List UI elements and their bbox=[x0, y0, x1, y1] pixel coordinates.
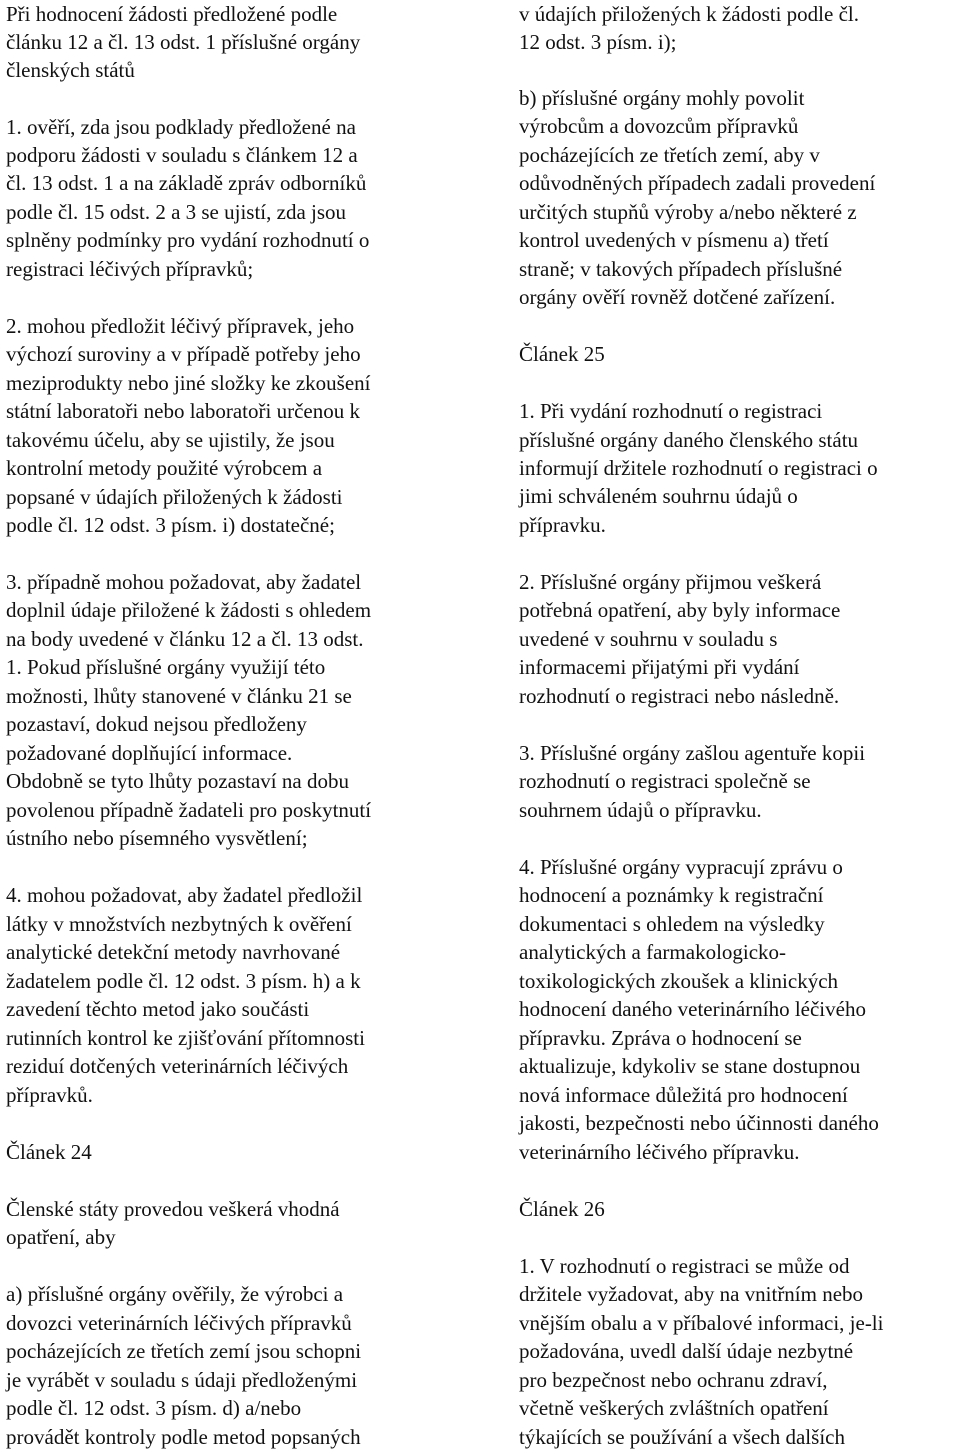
text-line: analytické detekční metody navrhované bbox=[6, 940, 341, 964]
text-line: pocházejících ze třetích zemí jsou schopni bbox=[6, 1339, 362, 1363]
text-line: jimi schváleném souhrnu údajů o bbox=[519, 484, 798, 508]
text-line: příslušné orgány daného členského státu bbox=[519, 428, 859, 452]
text-line: Článek 25 bbox=[519, 342, 605, 366]
text-line: výchozí suroviny a v případě potřeby jeho bbox=[6, 342, 361, 366]
text-line: provádět kontroly podle metod popsaných bbox=[6, 1425, 361, 1449]
text-line: přípravku. bbox=[519, 513, 606, 537]
text-line: orgány ověří rovněž dotčené zařízení. bbox=[519, 285, 836, 309]
text-line: 3. Příslušné orgány zašlou agentuře kopii bbox=[519, 741, 866, 765]
text-line: kontrol uvedených v písmenu a) třetí bbox=[519, 228, 829, 252]
text-line: potřebná opatření, aby byly informace bbox=[519, 598, 841, 622]
text-line: analytických a farmakologicko- bbox=[519, 940, 787, 964]
text-line: uvedené v souhrnu v souladu s bbox=[519, 627, 778, 651]
text-line: nová informace důležitá pro hodnocení bbox=[519, 1083, 848, 1107]
text-line: Obdobně se tyto lhůty pozastaví na dobu bbox=[6, 769, 349, 793]
text-line: státní laboratoři nebo laboratoři určenou k bbox=[6, 399, 360, 423]
text-line: popsané v údajích přiložených k žádosti bbox=[6, 485, 343, 509]
text-line: pozastaví, dokud nejsou předloženy bbox=[6, 712, 307, 736]
text-line: reziduí dotčených veterinárních léčivých bbox=[6, 1054, 349, 1078]
text-line: rutinních kontrol ke zjišťování přítomnosti bbox=[6, 1026, 365, 1050]
text-line: požadované doplňující informace. bbox=[6, 741, 293, 765]
text-line: vnějším obalu a v příbalové informaci, je-li bbox=[519, 1311, 884, 1335]
text-line: žadatelem podle čl. 12 odst. 3 písm. h) a k bbox=[6, 969, 361, 993]
text-line: týkajících se používání a všech dalších bbox=[519, 1425, 845, 1449]
text-line: držitele vyžadovat, aby na vnitřním nebo bbox=[519, 1282, 864, 1306]
text-line: Článek 24 bbox=[6, 1140, 92, 1164]
text-line: opatření, aby bbox=[6, 1225, 116, 1249]
text-line: 2. mohou předložit léčivý přípravek, jeho bbox=[6, 314, 355, 338]
text-line: 12 odst. 3 písm. i); bbox=[519, 30, 677, 54]
text-line: ústního nebo písemného vysvětlení; bbox=[6, 826, 308, 850]
text-line: odůvodněných případech zadali provedení bbox=[519, 171, 876, 195]
text-line: Členské státy provedou veškerá vhodná bbox=[6, 1197, 340, 1221]
text-line: podle čl. 12 odst. 3 písm. i) dostatečné; bbox=[6, 513, 335, 537]
text-line: přípravku. Zpráva o hodnocení se bbox=[519, 1026, 802, 1050]
text-line: na body uvedené v článku 12 a čl. 13 odst. bbox=[6, 627, 364, 651]
text-line: straně; v takových případech příslušné bbox=[519, 257, 843, 281]
text-line: podle čl. 12 odst. 3 písm. d) a/nebo bbox=[6, 1396, 302, 1420]
text-line: včetně veškerých zvláštních opatření bbox=[519, 1396, 829, 1420]
text-line: hodnocení daného veterinárního léčivého bbox=[519, 997, 866, 1021]
text-line: aktualizuje, kdykoliv se stane dostupnou bbox=[519, 1054, 861, 1078]
text-line: čl. 13 odst. 1 a na základě zpráv odborníků bbox=[6, 171, 367, 195]
text-line: toxikologických zkoušek a klinických bbox=[519, 969, 839, 993]
text-line: jakosti, bezpečnosti nebo účinnosti daného bbox=[519, 1111, 879, 1135]
text-line: takovému účelu, aby se ujistily, že jsou bbox=[6, 428, 335, 452]
text-line: 1. V rozhodnutí o registraci se může od bbox=[519, 1254, 850, 1278]
text-line: informují držitele rozhodnutí o registraci o bbox=[519, 456, 878, 480]
text-line: meziprodukty nebo jiné složky ke zkoušení bbox=[6, 371, 371, 395]
text-line: hodnocení a poznámky k registrační bbox=[519, 883, 824, 907]
text-line: dovozci veterinárních léčivých přípravků bbox=[6, 1311, 352, 1335]
text-line: a) příslušné orgány ověřily, že výrobci a bbox=[6, 1282, 344, 1306]
text-line: 4. mohou požadovat, aby žadatel předložil bbox=[6, 883, 363, 907]
text-line: rozhodnutí o registraci společně se bbox=[519, 769, 811, 793]
text-line: podle čl. 15 odst. 2 a 3 se ujistí, zda jsou bbox=[6, 200, 347, 224]
text-line: b) příslušné orgány mohly povolit bbox=[519, 86, 805, 110]
text-line: 2. Příslušné orgány přijmou veškerá bbox=[519, 570, 822, 594]
text-line: informacemi přijatými při vydání bbox=[519, 655, 800, 679]
text-line: pocházejících ze třetích zemí, aby v bbox=[519, 143, 820, 167]
text-line: určitých stupňů výroby a/nebo některé z bbox=[519, 200, 857, 224]
text-line: Článek 26 bbox=[519, 1197, 605, 1221]
text-line: členských států bbox=[6, 58, 135, 82]
text-line: souhrnem údajů o přípravku. bbox=[519, 798, 762, 822]
text-line: látky v množstvích nezbytných k ověření bbox=[6, 912, 352, 936]
text-line: veterinárního léčivého přípravku. bbox=[519, 1140, 800, 1164]
text-line: 1. Při vydání rozhodnutí o registraci bbox=[519, 399, 823, 423]
text-line: pro bezpečnost nebo ochranu zdraví, bbox=[519, 1368, 828, 1392]
text-line: v údajích přiložených k žádosti podle čl. bbox=[519, 2, 859, 26]
text-line: zavedení těchto metod jako součásti bbox=[6, 997, 310, 1021]
text-line: 1. ověří, zda jsou podklady předložené na bbox=[6, 115, 356, 139]
text-line: doplnil údaje přiložené k žádosti s ohledem bbox=[6, 598, 372, 622]
text-line: je vyrábět v souladu s údaji předloženými bbox=[6, 1368, 358, 1392]
text-line: rozhodnutí o registraci nebo následně. bbox=[519, 684, 840, 708]
text-line: 4. Příslušné orgány vypracují zprávu o bbox=[519, 855, 843, 879]
text-line: článku 12 a čl. 13 odst. 1 příslušné orgány bbox=[6, 30, 361, 54]
text-line: 3. případně mohou požadovat, aby žadatel bbox=[6, 570, 362, 594]
text-line: požadována, uvedl další údaje nezbytné bbox=[519, 1339, 854, 1363]
text-line: povolenou případně žadateli pro poskytnutí bbox=[6, 798, 372, 822]
text-line: možnosti, lhůty stanovené v článku 21 se bbox=[6, 684, 352, 708]
text-line: registraci léčivých přípravků; bbox=[6, 257, 254, 281]
text-line: kontrolní metody použité výrobcem a bbox=[6, 456, 323, 480]
text-line: přípravků. bbox=[6, 1083, 93, 1107]
text-line: Při hodnocení žádosti předložené podle bbox=[6, 2, 338, 26]
text-line: dokumentaci s ohledem na výsledky bbox=[519, 912, 825, 936]
text-line: 1. Pokud příslušné orgány využijí této bbox=[6, 655, 326, 679]
text-line: podporu žádosti v souladu s článkem 12 a bbox=[6, 143, 358, 167]
text-line: výrobcům a dovozcům přípravků bbox=[519, 114, 799, 138]
text-line: splněny podmínky pro vydání rozhodnutí o bbox=[6, 228, 370, 252]
